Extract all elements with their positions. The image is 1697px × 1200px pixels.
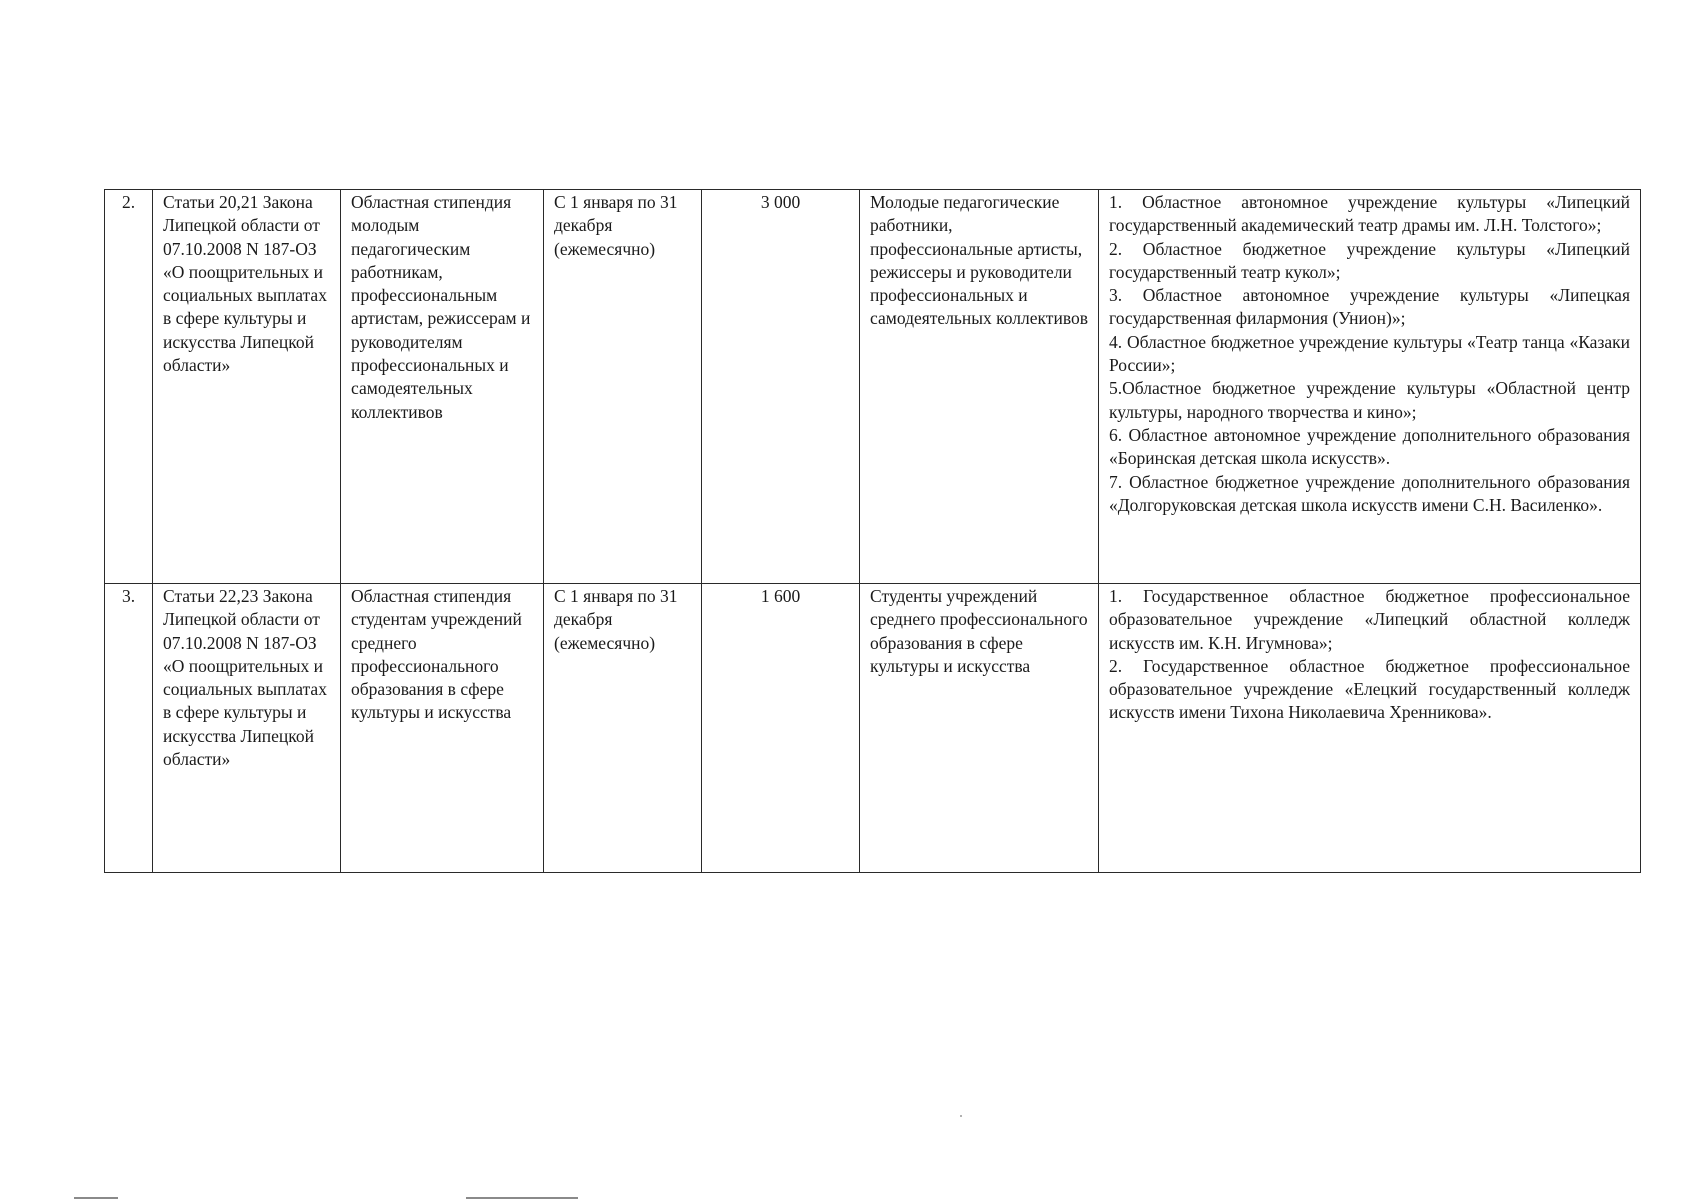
recipients-cell: Студенты учреждений среднего профессионального образования в сфере культуры и искусства bbox=[860, 584, 1099, 873]
scholarship-name-cell: Областная стипендия студентам учреждений среднего профессионального образования в сфере культуры и искусства bbox=[341, 584, 544, 873]
institution-item: 2. Областное бюджетное учреждение культуры «Липецкий государственный театр кукол»; bbox=[1109, 238, 1630, 282]
institution-item: 4. Областное бюджетное учреждение культуры «Театр танца «Казаки России»; bbox=[1109, 331, 1630, 376]
row-number: 2. bbox=[105, 190, 153, 584]
scan-artifact-line bbox=[74, 1197, 118, 1199]
legal-basis-cell: Статьи 20,21 Закона Липецкой области от 07.10.2008 N 187-ОЗ «О поощрительных и социальных выплатах в сфере культуры и искусства Липецкой области» bbox=[153, 190, 341, 584]
institution-item: 5.Областное бюджетное учреждение культуры «Областной центр культуры, народного творчества и кино»; bbox=[1109, 378, 1630, 422]
institution-item: 6. Областное автономное учреждение дополнительного образования «Боринская детская школа искусств». bbox=[1109, 424, 1630, 469]
recipients-cell: Молодые педагогические работники, профессиональные артисты, режиссеры и руководители профессиональных и самодеятельных коллективов bbox=[860, 190, 1099, 584]
scholarship-name-cell: Областная стипендия молодым педагогическим работникам, профессиональным артистам, режиссерам и руководителям профессиональных и самодеятельных коллективов bbox=[341, 190, 544, 584]
table-row bbox=[105, 584, 1641, 873]
institution-item: 2. Государственное областное бюджетное профессиональное образовательное учреждение «Елецкий государственный колледж искусств имени Тихона Николаевича Хренникова». bbox=[1109, 655, 1630, 723]
row-number: 3. bbox=[105, 584, 153, 873]
amount-cell: 1 600 bbox=[702, 584, 860, 873]
institution-item: 3. Областное автономное учреждение культуры «Липецкая государственная филармония (Унион)»; bbox=[1109, 285, 1630, 329]
institution-item: 1. Государственное областное бюджетное профессиональное образовательное учреждение «Липецкий областной колледж искусств им. К.Н. Игумнова»; bbox=[1109, 586, 1630, 653]
institution-item: 7. Областное бюджетное учреждение дополнительного образования «Долгоруковская детская школа искусств имени С.Н. Василенко». bbox=[1109, 471, 1630, 515]
scan-speck bbox=[960, 1115, 962, 1117]
institution-item: 1. Областное автономное учреждение культуры «Липецкий государственный академический театр драмы им. Л.Н. Толстого»; bbox=[1109, 192, 1630, 236]
payment-period-cell: С 1 января по 31 декабря (ежемесячно) bbox=[544, 190, 702, 584]
amount-cell: 3 000 bbox=[702, 190, 860, 584]
institutions-cell bbox=[1099, 190, 1641, 584]
legal-basis-cell: Статьи 22,23 Закона Липецкой области от 07.10.2008 N 187-ОЗ «О поощрительных и социальных выплатах в сфере культуры и искусства Липецкой области» bbox=[153, 584, 341, 873]
payment-period-cell: С 1 января по 31 декабря (ежемесячно) bbox=[544, 584, 702, 873]
table-row bbox=[105, 190, 1641, 584]
institutions-cell bbox=[1099, 584, 1641, 873]
scan-artifact-line bbox=[466, 1197, 578, 1199]
scholarship-table bbox=[104, 189, 1641, 873]
